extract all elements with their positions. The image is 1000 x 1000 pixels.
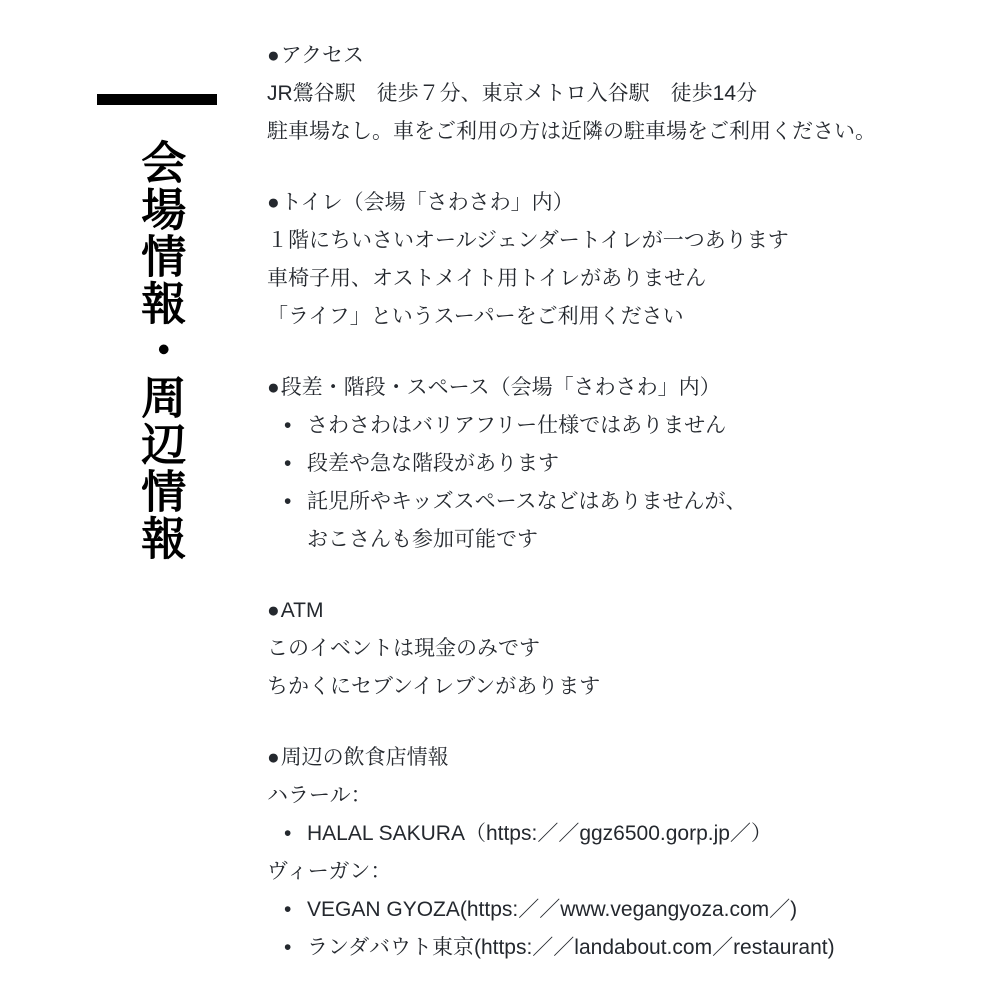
text-line xyxy=(267,113,977,151)
section-heading xyxy=(267,37,977,75)
list-bullet-icon: • xyxy=(284,936,292,959)
text-line xyxy=(267,222,977,260)
section-access xyxy=(267,37,977,151)
text-line xyxy=(267,777,977,815)
line-text: おこさんも参加可能です xyxy=(307,528,538,551)
list-bullet-icon: • xyxy=(284,898,292,921)
list-bullet-icon: • xyxy=(284,414,292,437)
section-heading-label: 周辺の飲食店情報 xyxy=(280,746,449,769)
section-bullet-icon: ● xyxy=(267,376,280,399)
section-bullet-icon: ● xyxy=(267,191,280,214)
text-line xyxy=(267,668,977,706)
section-heading-label: ATM xyxy=(280,599,324,622)
list-item xyxy=(267,929,977,967)
section-heading xyxy=(267,739,977,777)
list-bullet-icon: • xyxy=(284,822,292,845)
list-bullet-icon: • xyxy=(284,490,292,513)
line-text: １階にちいさいオールジェンダートイレが一つあります xyxy=(267,229,789,252)
list-item-continuation xyxy=(267,521,977,559)
section-heading-label: 段差・階段・スペース（会場「さわさわ」内） xyxy=(280,376,721,399)
line-text: HALAL SAKURA（https:／／ggz6500.gorp.jp／） xyxy=(307,822,772,845)
section-heading-label: アクセス xyxy=(280,44,365,67)
section-bullet-icon: ● xyxy=(267,746,280,769)
decorative-bar xyxy=(97,94,217,105)
line-text: VEGAN GYOZA(https:／／www.vegangyoza.com／) xyxy=(307,898,798,921)
text-line xyxy=(267,853,977,891)
page-title: 会場情報・周辺情報 xyxy=(134,139,186,562)
line-text: 駐車場なし。車をご利用の方は近隣の駐車場をご利用ください。 xyxy=(267,120,876,143)
line-text: JR鶯谷駅 徒歩７分、東京メトロ入谷駅 徒歩14分 xyxy=(267,82,758,105)
list-item xyxy=(267,445,977,483)
section-restaurants xyxy=(267,739,977,967)
list-item xyxy=(267,407,977,445)
section-toilet xyxy=(267,184,977,336)
text-line xyxy=(267,630,977,668)
line-text: さわさわはバリアフリー仕様ではありません xyxy=(307,414,727,437)
section-atm xyxy=(267,592,977,706)
text-line xyxy=(267,298,977,336)
line-text: 車椅子用、オストメイト用トイレがありません xyxy=(267,267,707,290)
line-text: ハラール： xyxy=(267,784,372,807)
list-bullet-icon: • xyxy=(284,452,292,475)
line-text: 段差や急な階段があります xyxy=(307,452,559,475)
line-text: このイベントは現金のみです xyxy=(267,637,540,660)
section-heading-label: トイレ（会場「さわさわ」内） xyxy=(280,191,574,214)
text-line xyxy=(267,75,977,113)
list-item xyxy=(267,891,977,929)
line-text: 託児所やキッズスペースなどはありませんが、 xyxy=(307,490,747,513)
list-item xyxy=(267,483,977,521)
section-steps-stairs-space xyxy=(267,369,977,559)
list-item xyxy=(267,815,977,853)
section-bullet-icon: ● xyxy=(267,599,280,622)
line-text: ヴィーガン： xyxy=(267,860,392,883)
text-line xyxy=(267,260,977,298)
section-bullet-icon: ● xyxy=(267,44,280,67)
line-text: ランダバウト東京(https:／／landabout.com／restaurant) xyxy=(307,936,835,959)
section-heading xyxy=(267,369,977,407)
section-heading xyxy=(267,184,977,222)
section-heading xyxy=(267,592,977,630)
content xyxy=(267,37,977,967)
line-text: 「ライフ」というスーパーをご利用ください xyxy=(267,305,684,328)
line-text: ちかくにセブンイレブンがあります xyxy=(267,675,601,698)
